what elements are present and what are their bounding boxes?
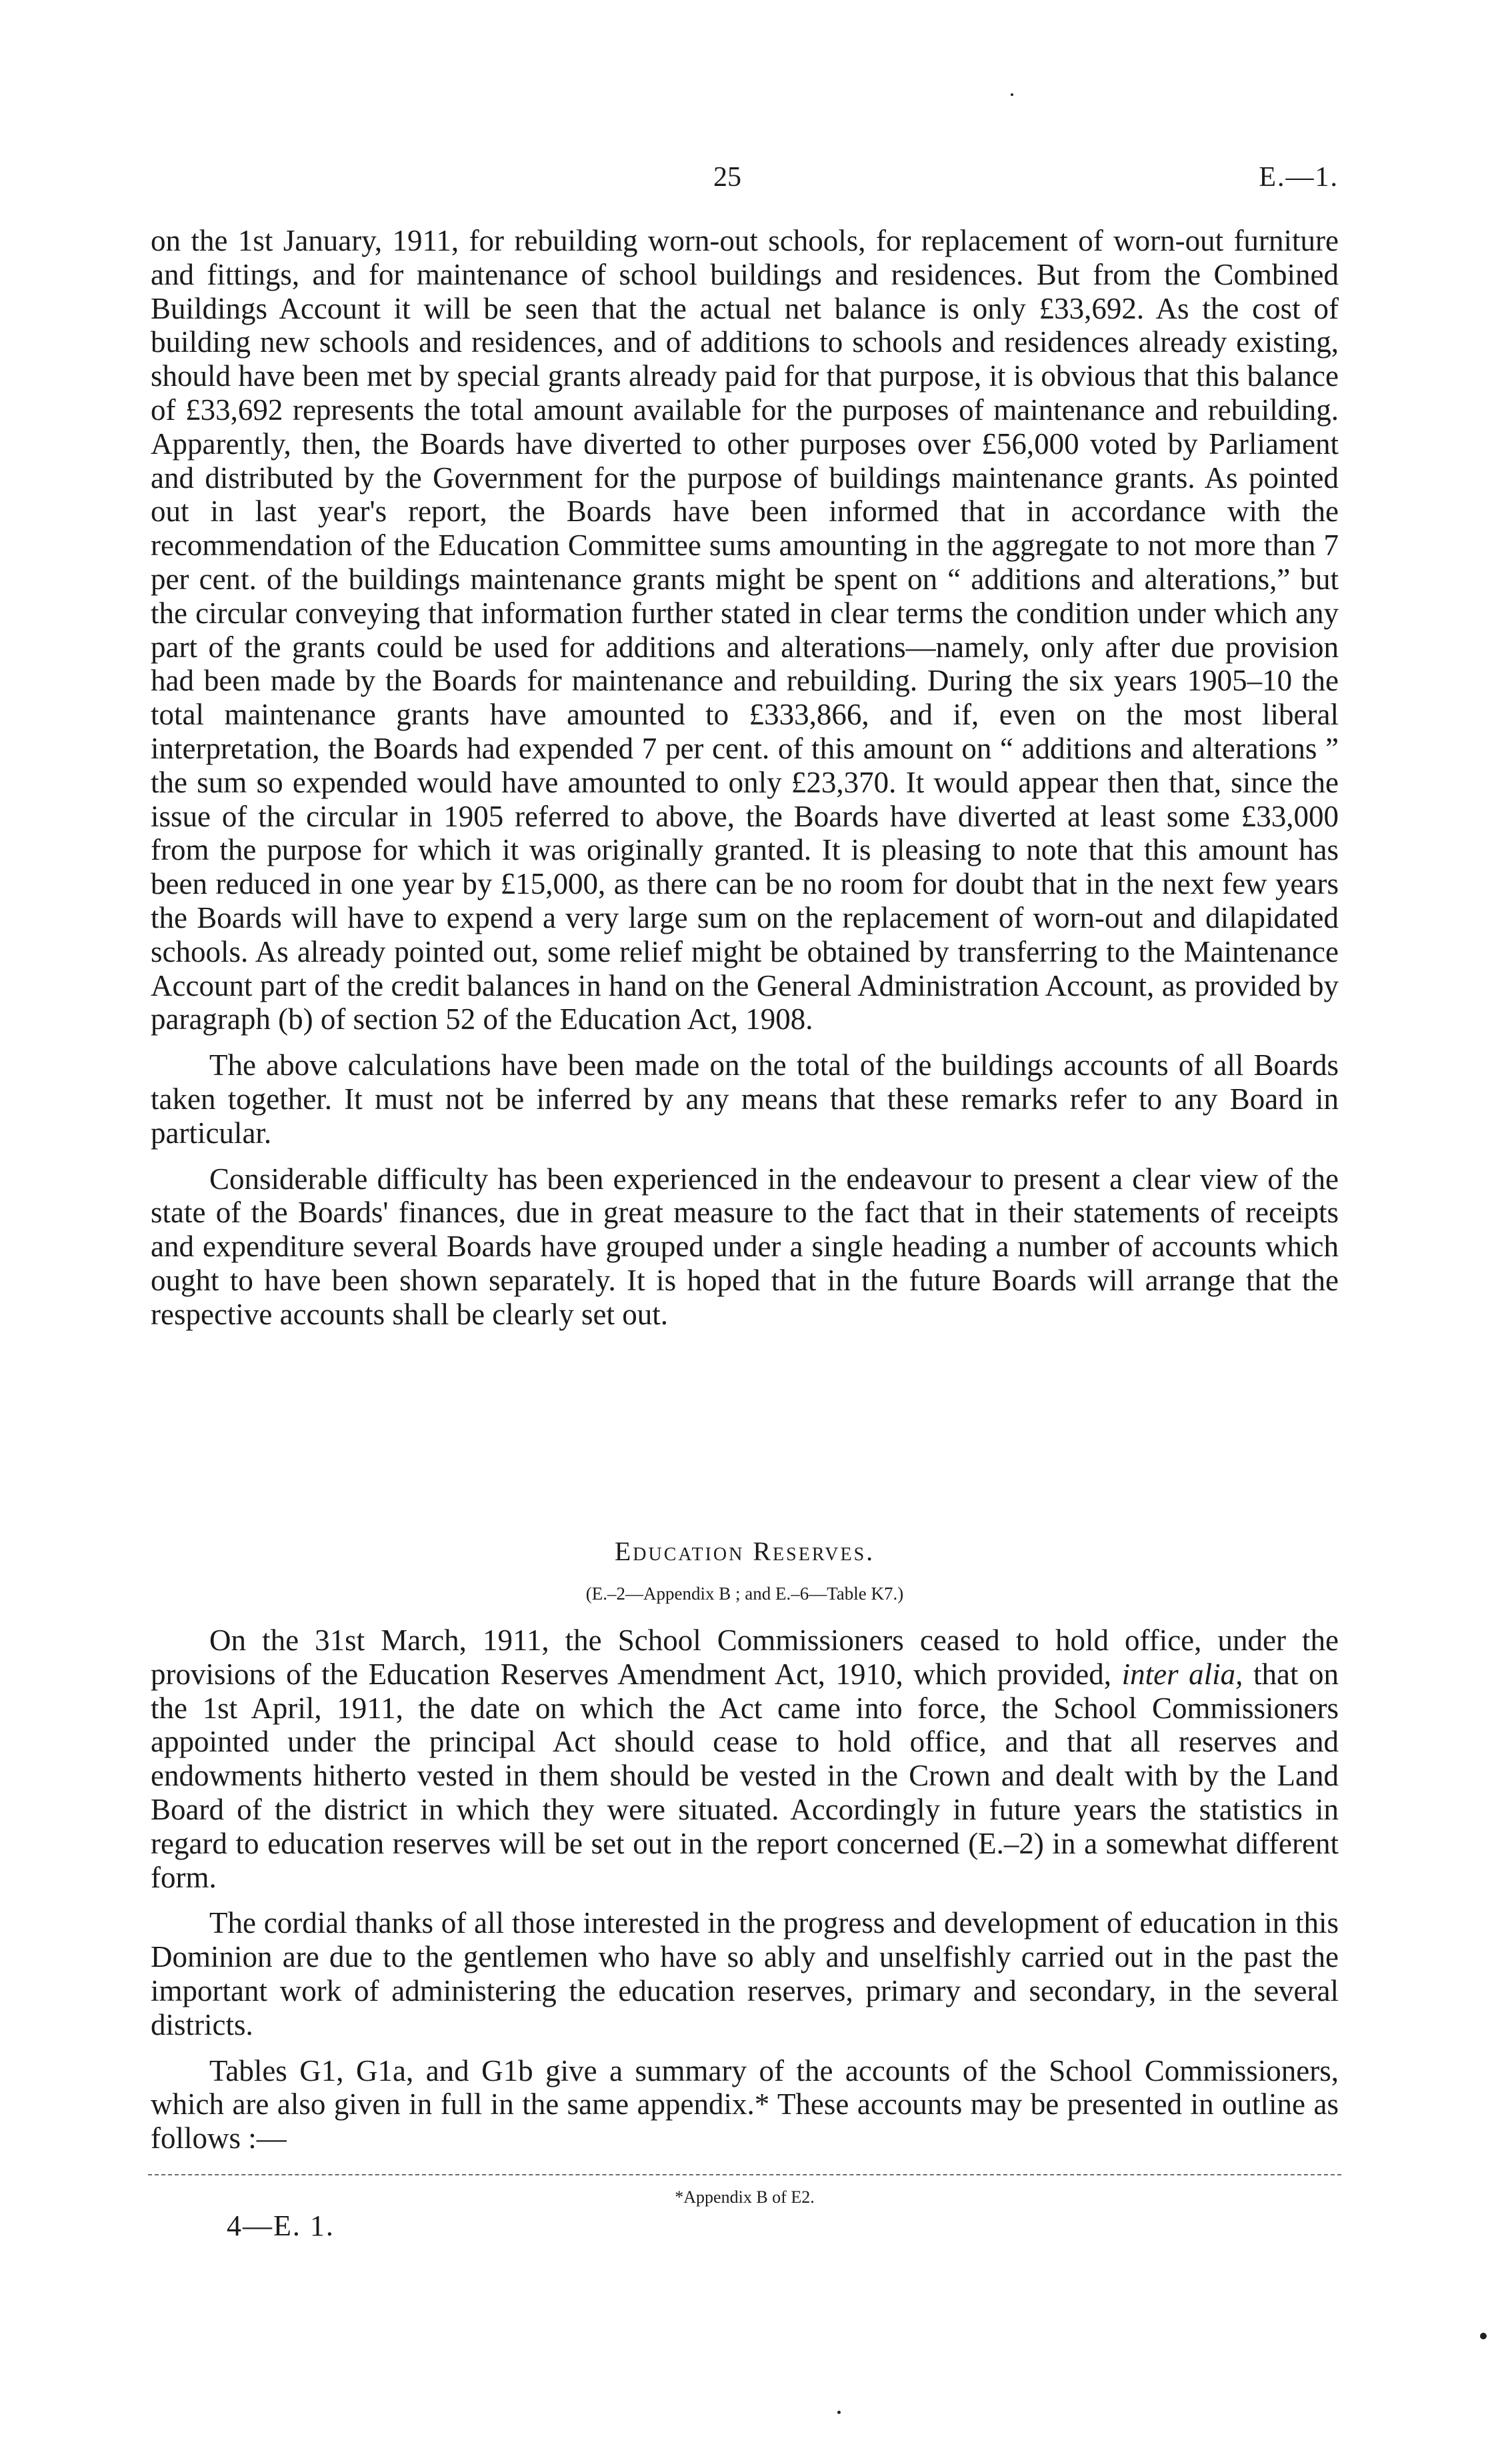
paragraph-text-part: On the 31st March, 1911, the School Commissioners ceased to hold office, under the provisions of the Education Reserves Amendment Act, 1910, which provided,: [151, 1624, 1339, 1691]
scan-speck: [1011, 93, 1013, 96]
paragraph-tables-summary: Tables G1, G1a, and G1b give a summary of the accounts of the School Commissioners, which are also given in full in the same appendix.* These accounts may be presented in outline as follows :—: [151, 2053, 1339, 2155]
paragraph-text-part: that on the 1st April, 1911, the date on which the Act came into force, the School Commissioners appointed under the principal Act should cease to hold office, and that all reserves and endowments hitherto vested in them should be vested in the Crown and dealt with by the Land Board of the district in which they were situated. Accordingly in future years the statistics in regard to education reserves will be set out in the report concerned (E.–2) in a somewhat different form.: [151, 1657, 1339, 1894]
series-reference: E.—1.: [1259, 162, 1339, 193]
signature-code: 4—E. 1.: [227, 2209, 335, 2242]
paragraph-finances-difficulty: Considerable difficulty has been experienced in the endeavour to present a clear view of the state of the Boards' finances, due in great measure to the fact that in their statements of receipts and expenditure several Boards have grouped under a single heading a number of accounts which ought to have been shown separately. It is hoped that in the future Boards will arrange that the respective accounts shall be clearly set out.: [151, 1162, 1339, 1331]
page-number: 25: [713, 162, 741, 193]
paragraph-calculations-note: The above calculations have been made on the total of the buildings accounts of all Boards taken together. It must not be inferred by any means that these remarks refer to any Board in particular.: [151, 1048, 1339, 1150]
section-body: [151, 1624, 1339, 2155]
scan-speck: [837, 2411, 841, 2414]
footnote: *Appendix B of E2.: [675, 2187, 815, 2207]
latin-phrase: inter alia,: [1121, 1657, 1243, 1691]
scan-speck: [1480, 2333, 1487, 2339]
paragraph-commissioners-ceased: [151, 1624, 1339, 1894]
footnote-divider: [148, 2174, 1341, 2175]
body-text: [151, 224, 1339, 1332]
section-reference: (E.–2—Appendix B ; and E.–6—Table K7.): [585, 1584, 904, 1604]
paragraph-continuation: on the 1st January, 1911, for rebuilding worn-out schools, for replacement of worn-out furniture and fittings, and for maintenance of school buildings and residences. But from the Combined Buildings Account it will be seen that the actual net balance is only £33,692. As the cost of building new schools and residences, and of additions to schools and residences already existing, should have been met by special grants already paid for that purpose, it is obvious that this balance of £33,692 represents the total amount available for the purposes of maintenance and rebuilding. Apparently, then, the Boards have diverted to other purposes over £56,000 voted by Parliament and distributed by the Government for the purpose of buildings maintenance grants. As pointed out in last year's report, the Boards have been informed that in accordance with the recommendation of the Education Committee sums amounting in the aggregate to not more than 7 per cent. of the buildings maintenance grants might be spent on “ additions and alterations,” but the circular conveying that information further stated in clear terms the condition under which any part of the grants could be used for additions and alterations—namely, only after due provision had been made by the Boards for maintenance and rebuilding. During the six years 1905–10 the total maintenance grants have amounted to £333,866, and if, even on the most liberal interpretation, the Boards had expended 7 per cent. of this amount on “ additions and alterations ” the sum so expended would have amounted to only £23,370. It would appear then that, since the issue of the circular in 1905 referred to above, the Boards have diverted at least some £33,000 from the purpose for which it was originally granted. It is pleasing to note that this amount has been reduced in one year by £15,000, as there can be no room for doubt that in the next few years the Boards will have to expend a very large sum on the replacement of worn-out and dilapidated schools. As already pointed out, some relief might be obtained by transferring to the Maintenance Account part of the credit balances in hand on the General Administration Account, as provided by paragraph (b) of section 52 of the Education Act, 1908.: [151, 224, 1339, 1036]
section-heading: Education Reserves.: [614, 1536, 875, 1566]
paragraph-cordial-thanks: The cordial thanks of all those interested in the progress and development of education in this Dominion are due to the gentlemen who have so ably and unselfishly carried out in the past the important work of administering the education reserves, primary and secondary, in the several districts.: [151, 1906, 1339, 2041]
